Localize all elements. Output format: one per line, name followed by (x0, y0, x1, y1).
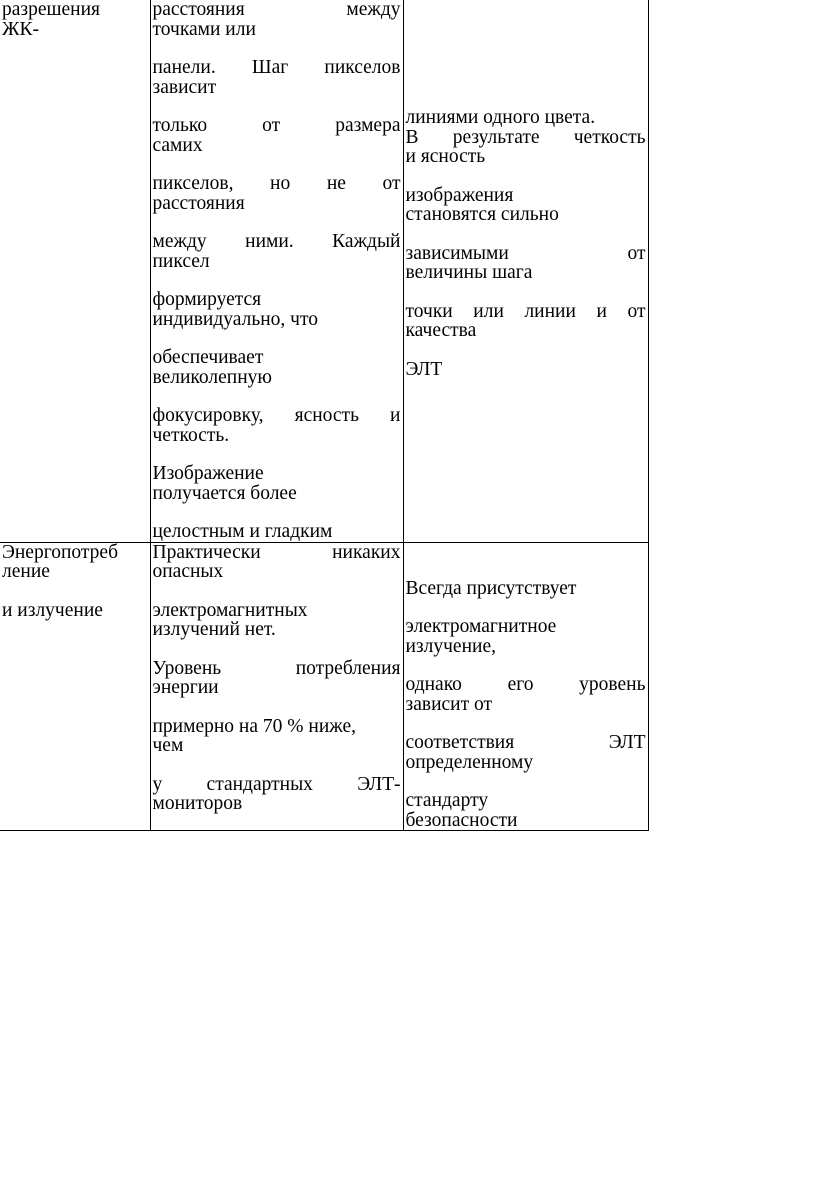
table-row (0, 0, 648, 542)
cell-row2-label (0, 542, 150, 831)
line-gap (406, 598, 646, 617)
text-line: ление (2, 561, 50, 582)
text-line: самих (152, 134, 203, 156)
text-line: у стандартных ЭЛТ- (152, 773, 401, 795)
text-line: линиями одного цвета. (405, 107, 596, 128)
line-gap (153, 155, 401, 174)
text-line: изображения (405, 184, 514, 206)
text-line: великолепную (152, 366, 272, 388)
text-line: однако его уровень (405, 674, 646, 695)
text-line: точки или линии и от (405, 300, 646, 322)
line-gap (153, 39, 401, 58)
line-gap (153, 97, 401, 116)
text-line: только от размера (152, 115, 401, 136)
text-line: разрешения (2, 0, 101, 20)
text-line: зависит от (405, 693, 493, 715)
text-line: расстояния между (152, 0, 401, 20)
text-line: целостным и гладким (152, 521, 333, 542)
text-line: безопасности (405, 809, 518, 831)
text-line: величины шага (405, 262, 533, 283)
line-gap (406, 283, 646, 302)
cell-row1-crt (403, 0, 648, 542)
text-line: Практически никаких (152, 541, 401, 563)
text-line: Уровень потребления (152, 657, 401, 679)
text-line: ЭЛТ (405, 358, 443, 380)
line-gap (406, 167, 646, 186)
text-line: получается более (152, 482, 297, 504)
text-line: соответствия ЭЛТ (405, 732, 646, 753)
text-line: излучений нет. (152, 619, 276, 640)
text-line: определенному (405, 751, 534, 773)
text-line: точками или (152, 18, 256, 40)
text-line: электромагнитных (152, 599, 308, 621)
text-line: становятся сильно (405, 204, 559, 225)
text-line: пиксел (152, 250, 210, 272)
line-gap (153, 640, 401, 659)
text-line: чем (152, 735, 184, 756)
text-line: электромагнитное (405, 616, 557, 637)
line-gap (406, 656, 646, 675)
text-line: расстояния (152, 192, 245, 214)
line-gap (153, 213, 401, 232)
text-line: обеспечивает (152, 347, 264, 368)
line-gap (153, 756, 401, 775)
text-line: четкость. (152, 424, 230, 446)
text-line: Изображение (152, 463, 264, 484)
text-line: фокусировку, ясность и (152, 405, 401, 426)
line-gap (2, 582, 148, 601)
table-row (0, 542, 648, 831)
text-line: Энергопотреб (2, 541, 118, 563)
line-gap (406, 341, 646, 360)
line-gap (153, 329, 401, 348)
text-line: между ними. Каждый (152, 231, 401, 252)
text-line: мониторов (152, 793, 243, 814)
text-line: и ясность (405, 146, 486, 167)
line-gap (153, 503, 401, 522)
text-line: излучение, (405, 635, 496, 657)
cell-row1-label (0, 0, 150, 542)
text-line: В результате четкость (405, 126, 646, 148)
text-line: пикселов, но не от (152, 173, 401, 194)
text-line: индивидуально, что (152, 308, 318, 330)
line-gap (153, 582, 401, 601)
text-line: стандарту (405, 790, 489, 811)
line-gap (153, 698, 401, 717)
text-line: ЖК- (2, 18, 39, 40)
text-line: зависимыми от (405, 242, 646, 264)
text-line: примерно на 70 % ниже, (152, 715, 357, 737)
text-line: энергии (152, 677, 219, 698)
line-gap (153, 271, 401, 290)
text-line: зависит (152, 76, 217, 98)
text-line: качества (405, 320, 477, 341)
line-gap (153, 445, 401, 464)
line-gap (406, 772, 646, 791)
text-line: и излучение (2, 599, 103, 621)
text-line: формируется (152, 289, 262, 310)
cell-row2-crt (403, 542, 648, 831)
text-line: панели. Шаг пикселов (152, 57, 401, 78)
text-line: Всегда присутствует (405, 577, 577, 599)
line-gap (153, 387, 401, 406)
line-gap (406, 714, 646, 733)
text-line: опасных (152, 561, 224, 582)
cell-row2-lcd (150, 542, 403, 831)
cell-row1-lcd (150, 0, 403, 542)
line-gap (406, 225, 646, 244)
